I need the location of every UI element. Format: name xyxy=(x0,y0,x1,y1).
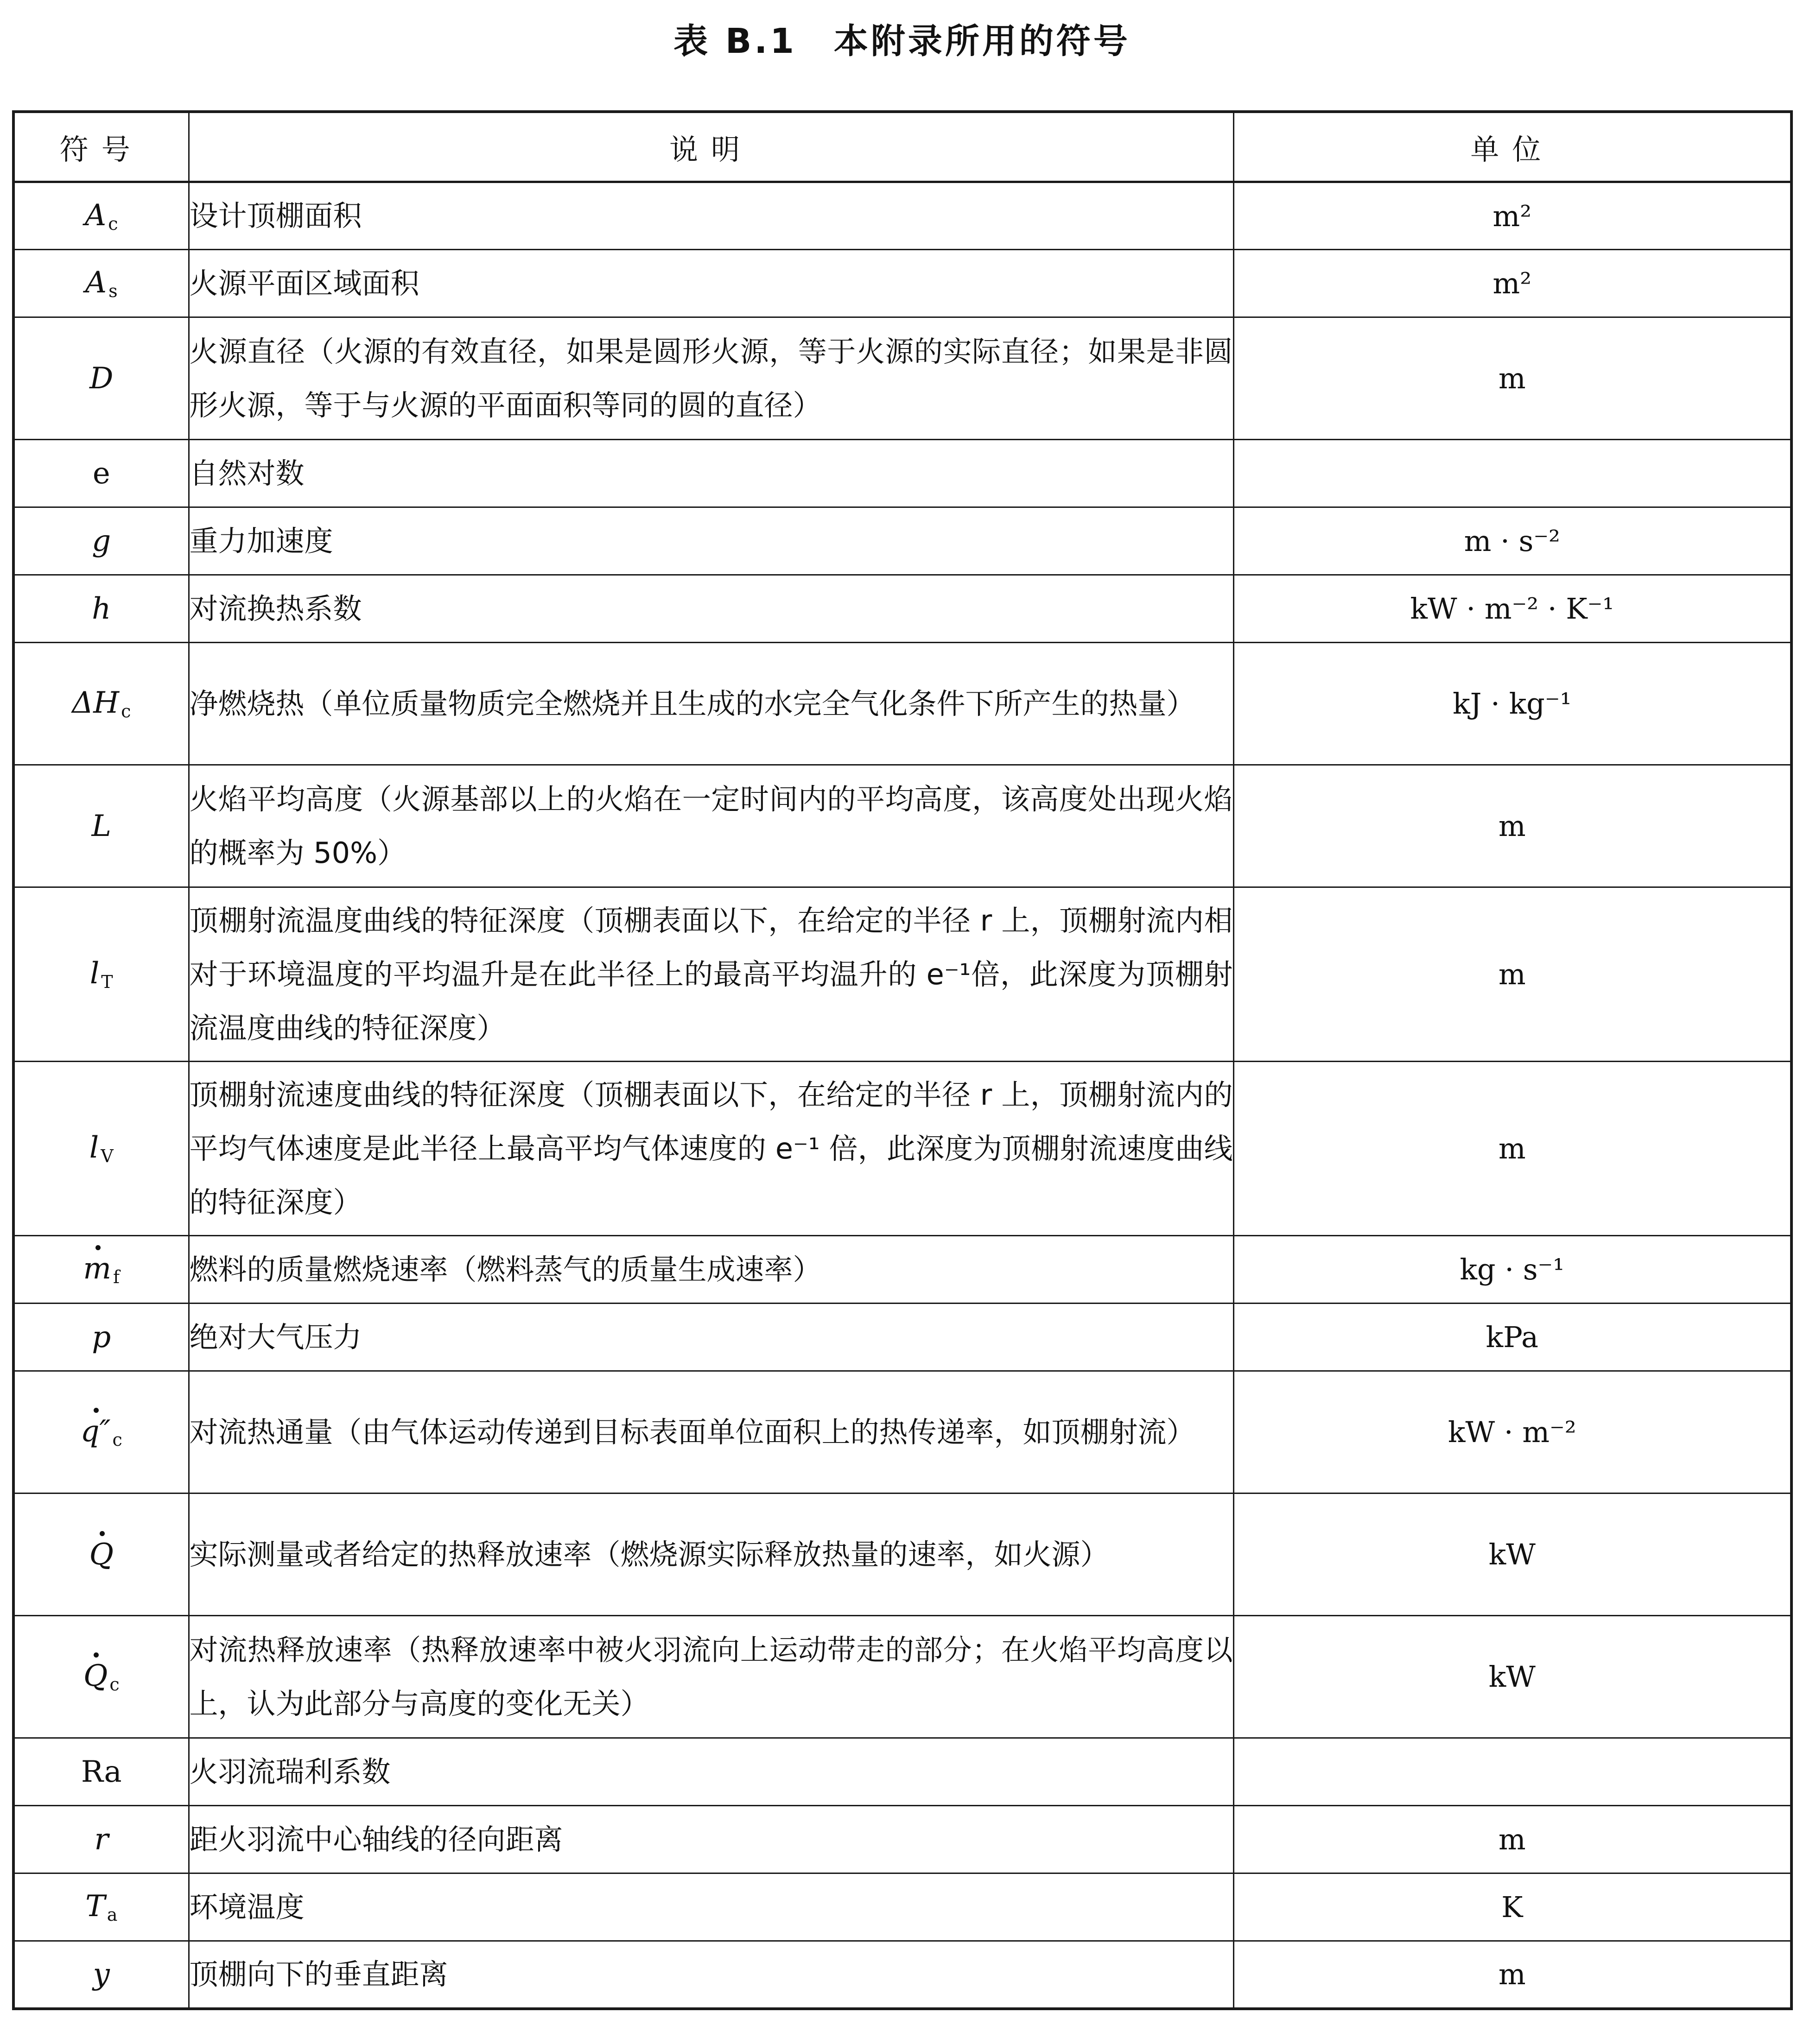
table-row xyxy=(13,887,1791,1062)
symbol-subscript: c xyxy=(121,701,131,721)
symbol-main: q″ xyxy=(80,1414,111,1449)
unit-cell: m² xyxy=(1233,182,1791,250)
symbol-main: Q xyxy=(89,1537,114,1572)
symbol-main: T xyxy=(85,1889,105,1924)
unit-cell: m · s⁻² xyxy=(1233,507,1791,575)
unit-cell: m xyxy=(1233,1062,1791,1236)
table-row xyxy=(13,1493,1791,1616)
unit-cell: m xyxy=(1233,1806,1791,1873)
symbol-cell xyxy=(13,1062,189,1236)
unit-cell xyxy=(1233,1738,1791,1806)
header-unit: 单位 xyxy=(1233,112,1791,182)
symbol-main: l xyxy=(89,1131,99,1165)
table-row xyxy=(13,507,1791,575)
description-cell: 对流热释放速率（热释放速率中被火羽流向上运动带走的部分；在火焰平均高度以上，认为此部分与高度的变化无关） xyxy=(189,1616,1233,1738)
symbol-cell xyxy=(13,250,189,317)
table-row xyxy=(13,440,1791,507)
unit-cell: m xyxy=(1233,765,1791,887)
unit-cell: m xyxy=(1233,1941,1791,2009)
table-row xyxy=(13,250,1791,317)
unit-cell: m² xyxy=(1233,250,1791,317)
symbol-main: D xyxy=(89,361,114,396)
symbol-cell xyxy=(13,317,189,440)
symbol-main: g xyxy=(92,524,111,558)
symbol-subscript: f xyxy=(113,1267,120,1287)
table-row xyxy=(13,1616,1791,1738)
symbol-subscript: T xyxy=(101,972,113,992)
header-row xyxy=(13,112,1791,182)
description-cell: 火焰平均高度（火源基部以上的火焰在一定时间内的平均高度，该高度处出现火焰的概率为 50%） xyxy=(189,765,1233,887)
symbol-subscript: c xyxy=(108,213,118,234)
symbol-main: m xyxy=(83,1252,112,1286)
description-cell: 绝对大气压力 xyxy=(189,1304,1233,1371)
unit-cell: kW · m⁻² · K⁻¹ xyxy=(1233,575,1791,643)
description-cell: 顶棚射流温度曲线的特征深度（顶棚表面以下，在给定的半径 r 上，顶棚射流内相对于环境温度的平均温升是在此半径上的最高平均温升的 e⁻¹倍，此深度为顶棚射流温度曲线的特征深度） xyxy=(189,887,1233,1062)
description-cell: 实际测量或者给定的热释放速率（燃烧源实际释放热量的速率，如火源） xyxy=(189,1493,1233,1616)
symbol-subscript: s xyxy=(108,281,118,301)
symbol-cell xyxy=(13,182,189,250)
description-cell: 设计顶棚面积 xyxy=(189,182,1233,250)
table-row xyxy=(13,182,1791,250)
description-cell: 距火羽流中心轴线的径向距离 xyxy=(189,1806,1233,1873)
symbol-main: Ra xyxy=(81,1754,122,1789)
symbol-main: h xyxy=(92,591,111,626)
table-header xyxy=(13,112,1791,182)
symbol-cell xyxy=(13,1493,189,1616)
unit-cell: kW xyxy=(1233,1493,1791,1616)
unit-cell: kW · m⁻² xyxy=(1233,1371,1791,1493)
symbol-cell xyxy=(13,1236,189,1304)
symbol-cell xyxy=(13,643,189,765)
unit-cell: kW xyxy=(1233,1616,1791,1738)
table-row xyxy=(13,575,1791,643)
description-cell: 净燃烧热（单位质量物质完全燃烧并且生成的水完全气化条件下所产生的热量） xyxy=(189,643,1233,765)
symbol-cell xyxy=(13,1738,189,1806)
symbol-main: A xyxy=(84,198,107,233)
description-cell: 环境温度 xyxy=(189,1873,1233,1941)
table-row xyxy=(13,1806,1791,1873)
symbol-main: e xyxy=(92,456,110,491)
symbol-subscript: c xyxy=(112,1430,122,1450)
symbol-main: A xyxy=(85,266,107,300)
symbol-cell xyxy=(13,440,189,507)
symbol-main: y xyxy=(93,1957,110,1992)
description-cell: 火源直径（火源的有效直径，如果是圆形火源，等于火源的实际直径；如果是非圆形火源，等于与火源的平面面积等同的圆的直径） xyxy=(189,317,1233,440)
symbol-main: r xyxy=(94,1822,109,1857)
unit-cell: m xyxy=(1233,887,1791,1062)
description-cell: 顶棚射流速度曲线的特征深度（顶棚表面以下，在给定的半径 r 上，顶棚射流内的平均气体速度是此半径上最高平均气体速度的 e⁻¹ 倍，此深度为顶棚射流速度曲线的特征深度） xyxy=(189,1062,1233,1236)
unit-cell xyxy=(1233,440,1791,507)
description-cell: 火羽流瑞利系数 xyxy=(189,1738,1233,1806)
description-cell: 燃料的质量燃烧速率（燃料蒸气的质量生成速率） xyxy=(189,1236,1233,1304)
symbol-cell xyxy=(13,765,189,887)
table-row xyxy=(13,1371,1791,1493)
table-title: 表 B.1 本附录所用的符号 xyxy=(673,21,1131,61)
description-cell: 重力加速度 xyxy=(189,507,1233,575)
symbol-main: Q xyxy=(83,1659,108,1693)
unit-cell: K xyxy=(1233,1873,1791,1941)
description-cell: 顶棚向下的垂直距离 xyxy=(189,1941,1233,2009)
symbol-main: l xyxy=(89,956,100,991)
table-row xyxy=(13,1941,1791,2009)
header-symbol: 符号 xyxy=(13,112,189,182)
header-description: 说明 xyxy=(189,112,1233,182)
symbol-main: ΔH xyxy=(72,686,120,720)
symbol-cell xyxy=(13,1873,189,1941)
symbol-cell xyxy=(13,507,189,575)
symbol-cell xyxy=(13,575,189,643)
table-row xyxy=(13,1873,1791,1941)
table-row xyxy=(13,1236,1791,1304)
description-cell: 自然对数 xyxy=(189,440,1233,507)
symbol-main: L xyxy=(91,809,111,843)
unit-cell: kPa xyxy=(1233,1304,1791,1371)
table-row xyxy=(13,643,1791,765)
symbol-cell xyxy=(13,1806,189,1873)
table-row xyxy=(13,1304,1791,1371)
table-row xyxy=(13,1062,1791,1236)
table-body xyxy=(13,182,1791,2009)
symbol-subscript: a xyxy=(107,1905,118,1925)
symbol-cell xyxy=(13,1304,189,1371)
description-cell: 对流热通量（由气体运动传递到目标表面单位面积上的热传递率，如顶棚射流） xyxy=(189,1371,1233,1493)
table-row xyxy=(13,765,1791,887)
symbol-main: p xyxy=(92,1320,111,1354)
symbol-cell xyxy=(13,1371,189,1493)
table-row xyxy=(13,1738,1791,1806)
unit-cell: m xyxy=(1233,317,1791,440)
unit-cell: kJ · kg⁻¹ xyxy=(1233,643,1791,765)
table-row xyxy=(13,317,1791,440)
symbol-cell xyxy=(13,887,189,1062)
unit-cell: kg · s⁻¹ xyxy=(1233,1236,1791,1304)
description-cell: 对流换热系数 xyxy=(189,575,1233,643)
symbol-cell xyxy=(13,1941,189,2009)
symbol-subscript: c xyxy=(109,1674,120,1695)
symbol-cell xyxy=(13,1616,189,1738)
symbols-table xyxy=(12,110,1793,2010)
description-cell: 火源平面区域面积 xyxy=(189,250,1233,317)
symbol-subscript: V xyxy=(101,1146,114,1166)
